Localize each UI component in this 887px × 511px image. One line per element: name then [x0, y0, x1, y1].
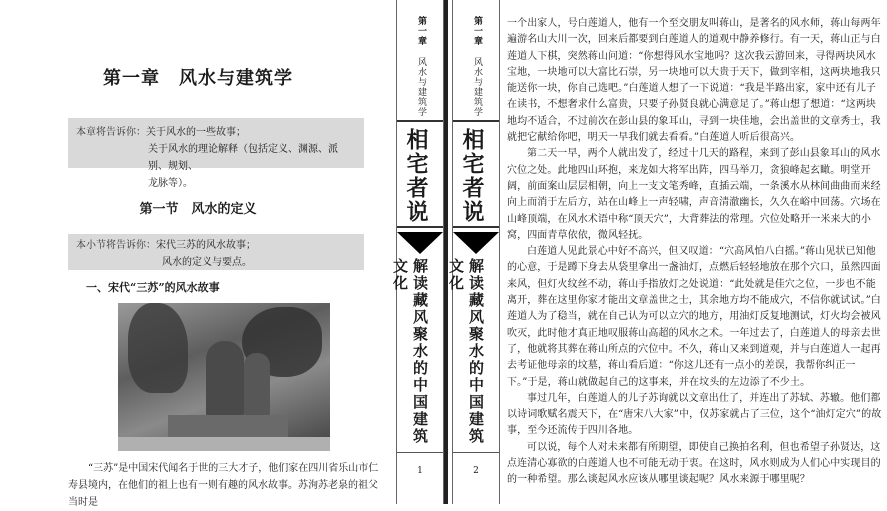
spine-triangle [397, 232, 443, 254]
body-paragraph: 可以说，每个人对未来都有所期望，即使自己换拍名利，但也希望子孙贤达，这点连清心寡欲的白莲道人也不可能无动于衷。在这时，风水则成为人们心中实现目的的一种希望。那么谈起风水应该从哪里谈起呢？风水来源于哪里呢？ [507, 441, 881, 486]
chapter-note-item: 关于风水的一些故事； [146, 127, 246, 138]
spine-title-band [397, 120, 443, 228]
chapter-note-item: 关于风水的理论解释（包括定义、渊源、派别、规划、 [148, 144, 338, 172]
spine-header-text: 风水与建筑学 [416, 57, 426, 117]
spine-triangle [453, 232, 499, 254]
left-page [0, 0, 396, 508]
spine-left [391, 0, 444, 504]
photo-statue [244, 353, 270, 417]
chapter-title: 第一章 风水与建筑学 [103, 68, 293, 89]
spine-header-text: 风水与建筑学 [472, 57, 482, 117]
chapter-note-label: 本章将告诉你： [76, 127, 146, 138]
body-paragraph: 一个出家人，号白莲道人，他有一个至交朋友叫蒋山，是著名的风水师，蒋山每两年遍游名山大川一次，回来后都要到白莲道人的道观中静养修行。有一天，蒋山正与白莲道人下棋，突然蒋山问道：“你想得风水宝地吗？这次我云游回来，寻得两块风水宝地，一块地可以大富比石崇，另一块地可以大贵于天下，做到宰相，这两块地我只能送你一块，你自己选吧。”白莲道人想了一下说道：“我是半路出家，家中还有儿子在读书，不想奢求什么富贵，只要子孙贤良就心满意足了。”蒋山想了想道：“这两块地均不适合，不过前次在彭山县的象耳山，寻到一块佳地，会出盖世的文章秀士，我就把它献给你吧，明天一早我们就去看看。”白莲道人听后很高兴。 [507, 18, 881, 144]
sub-heading: 一、宋代“三苏”的风水故事 [86, 281, 220, 294]
right-page-text [507, 16, 885, 489]
body-paragraph: 第二天一早，两个人就出发了，经过十几天的路程，来到了彭山县象耳山的风水穴位之处。此地四山环抱，来龙如大将军出阵，四马举刀，贪狼峰起玄瞰。明堂开阔，前面案山层层相朝，向上一支文笔秀峰，直插云端，一条溪水从林间曲曲而来经向上而消于左后方，站在山峰上一声轻啸，声音清澈幽长，久久在峪中回荡。穴场在山峰顶端，在风水术语中称“顶天穴”，大背葬法的常理。穴位处略开一米来大的小窝，四面青草依依，微风轻抚。 [507, 148, 881, 241]
section-note-label: 本小节将告诉你： [76, 240, 156, 251]
body-paragraph: 白莲道人见此景心中好不高兴，但又叹道：“穴高风怕八白摇。”蒋山见状已知他的心意，于是蹲下身去从袋里拿出一盏油灯，点燃后轻轻地放在那个穴口，虽然四面来风，但灯火纹丝不动，蒋山手指放灯之处说道：“此处就是佳穴之位，一步也不能离开，葬在这里你家才能出文章盖世之士，其余地方均不能成穴，不信你就试试。”白莲道人为了稳当，就在自己认为可以立穴的地方，用油灯反复地测试，灯火均会被风吹灭，此时他才真正地叹服蒋山高超的风水之术。一年过去了，白莲道人的母亲去世了，他就将其葬在蒋山所点的穴位中。不久，蒋山又来到道观，并与白莲道人一起再去考证他母亲的坟墓，蒋山看后道：“你这儿还有一点小的差误，我帮你纠正一下。”于是，蒋山就做起自己的这事来，并在坟头的左边添了不少土。 [507, 246, 881, 388]
section-note-item: 风水的定义与要点。 [162, 257, 252, 268]
section-title: 第一节 风水的定义 [139, 202, 257, 217]
page-number: 1 [397, 452, 443, 489]
spine-title-band [453, 120, 499, 228]
body-paragraph: 事过几年，白莲道人的儿子苏询就以文章出仕了，并连出了苏轼、苏辙。他们都以诗词歌赋名震天下，在“唐宋八大家”中，仅苏家就占了三位，这个“油灯定穴”的故事，至今还流传于四川各地。 [507, 392, 882, 437]
page-number: 2 [453, 452, 499, 489]
body-paragraph: “三苏”是中国宋代闻名于世的三大才子，他们家在四川省乐山市仁寿县境内，在他们的祖上也有一则有趣的风水故事。苏洵苏老泉的祖父当时是 [68, 463, 379, 508]
chapter-note-box [68, 118, 364, 189]
page-divider [444, 0, 448, 504]
photo-statue [206, 341, 244, 419]
chapter-note-item: 龙脉等）。 [148, 178, 193, 189]
photo-ground [118, 437, 330, 451]
section-note-box [68, 234, 364, 270]
spine-subtitle: 解读藏风聚水的中国建筑文化 [447, 258, 485, 445]
spine-chapter: 第一章 [416, 16, 426, 46]
statue-photo [118, 303, 330, 451]
spine-subtitle-band [447, 258, 499, 448]
spine-title: 相宅者说 [403, 128, 429, 224]
spine-chapter: 第一章 [472, 16, 482, 46]
spine-right [447, 0, 500, 504]
spine-subtitle-band [391, 258, 443, 448]
photo-tree [128, 303, 188, 393]
book-gutter [391, 0, 500, 504]
spine-title: 相宅者说 [459, 128, 485, 224]
section-note-item: 宋代三苏的风水故事； [156, 240, 256, 251]
spine-subtitle: 解读藏风聚水的中国建筑文化 [391, 258, 429, 445]
